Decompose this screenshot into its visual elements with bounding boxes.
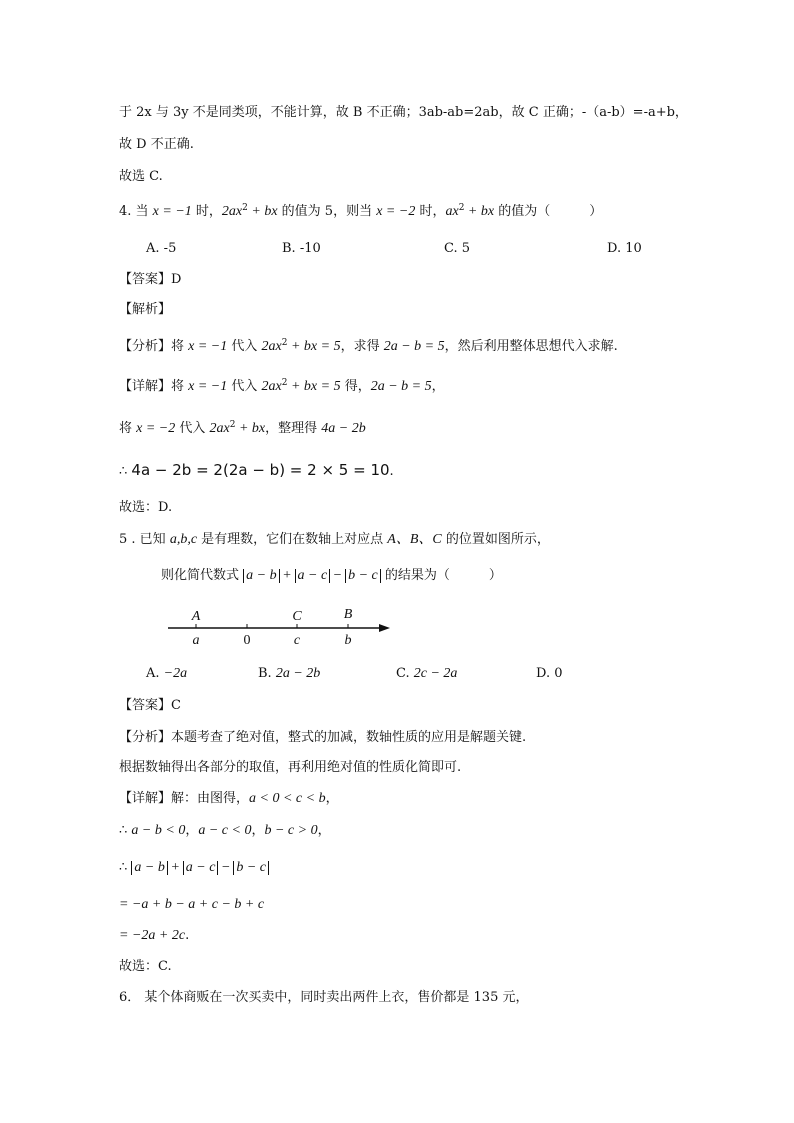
q5-s4-end: . (185, 928, 190, 943)
q4-step2-eq2: + bx (235, 421, 266, 436)
label-point-b: B (343, 607, 353, 622)
q4-t2: 的值为 5，则当 (277, 204, 377, 219)
q5-sub-a: 则化简代数式 (161, 568, 244, 583)
q5-option-b-value: 2a − 2b (275, 666, 321, 681)
q4-fenxi-eq: 2ax (261, 339, 282, 354)
q4-option-c-value: 5 (461, 241, 471, 256)
q4-option-a-value: -5 (163, 241, 177, 256)
q5-s1-therefore: ∴ (119, 823, 128, 838)
q4-step2-x: x = −2 (136, 421, 176, 436)
q4-step3-therefore: ∴ (119, 464, 128, 479)
q4-t1: 时， (191, 204, 222, 219)
q4-expr1b: + bx (247, 204, 278, 219)
q5-option-a (146, 665, 187, 683)
number-line-figure (160, 600, 400, 650)
q5-stem (119, 531, 550, 549)
q5-option-a-label: A. (146, 666, 160, 681)
q5-s1-a: a − b < 0 (131, 823, 186, 838)
q4-cond2: x = −2 (376, 204, 416, 219)
q5-xj-end: ， (325, 791, 339, 806)
q5-s2-abs1: a − b (131, 861, 167, 875)
q5-option-c (396, 665, 457, 683)
q5-pts: A、B、C (387, 532, 442, 547)
number-line-arrow (379, 624, 390, 632)
q5-sub-b: 的结果为（ ） (380, 568, 502, 583)
q4-option-d-label: D. (607, 241, 622, 256)
q4-xj-sq: 2 (281, 378, 288, 388)
q4-t3: 时， (415, 204, 446, 219)
q5-option-d-label: D. (536, 666, 551, 681)
q4-sq1: 2 (242, 203, 248, 213)
q5-s2-therefore: ∴ (119, 860, 128, 875)
label-value-b: b (344, 633, 352, 648)
q4-step2-mid: 代入 (175, 421, 210, 436)
q5-s1-c: b − c > 0 (264, 823, 318, 838)
q4-fenxi (119, 338, 618, 356)
q5-stem-a: 5 . 已知 (119, 532, 170, 547)
intro-line-2: 故 D 不正确. (119, 137, 194, 152)
q4-fenxi-head: 【分析】将 (119, 339, 189, 354)
q5-option-b-label: B. (258, 666, 272, 681)
q4-step2 (119, 420, 366, 438)
q5-option-d (536, 665, 563, 683)
q5-step4 (119, 927, 189, 945)
q5-fenxi: 【分析】本题考查了绝对值，整式的加减，数轴性质的应用是解题关键. (119, 730, 527, 745)
label-value-zero: 0 (243, 633, 251, 648)
q5-answer: 【答案】C (119, 698, 181, 713)
q4-step2-res: 4a − 2b (321, 421, 366, 436)
q5-step1 (119, 822, 331, 840)
q5-xj-ineq: a < 0 < c < b (249, 791, 326, 806)
q4-cond1: x = −1 (152, 204, 192, 219)
q5-option-c-label: C. (396, 666, 410, 681)
q4-analysis-title: 【解析】 (119, 302, 172, 317)
q5-abs2: a − c (295, 569, 331, 583)
q4-option-c-label: C. (444, 241, 458, 256)
q4-choose: 故选：D. (119, 500, 173, 515)
q4-step3-expr: 4a − 2b = 2(2a − b) = 2 × 5 = 10 (131, 461, 390, 479)
q4-expr2b: + bx (464, 204, 495, 219)
q4-fenxi-eq2: + bx = 5 (287, 339, 341, 354)
q4-fenxi-mid: 代入 (227, 339, 262, 354)
q5-step3 (119, 896, 264, 914)
q4-step2-mid2: ，整理得 (265, 421, 322, 436)
q4-fenxi-x: x = −1 (188, 339, 228, 354)
q4-xj-mid: 代入 (227, 379, 262, 394)
q5-option-b (258, 665, 320, 683)
q4-option-b-value: -10 (299, 241, 321, 256)
q5-s1-b: a − c < 0 (198, 823, 252, 838)
q4-stem (119, 203, 602, 221)
intro-choose: 故选 C. (119, 169, 163, 184)
q4-option-d-value: 10 (625, 241, 642, 256)
q5-s1-sep3: ， (317, 823, 331, 838)
q4-option-a-label: A. (146, 241, 160, 256)
q5-s1-sep2: ， (251, 823, 265, 838)
q4-fenxi-sq: 2 (281, 338, 288, 348)
q4-xiangjie (119, 378, 445, 396)
q4-fenxi-tail: ，然后利用整体思想代入求解. (444, 339, 618, 354)
q5-xj-head: 【详解】解：由图得， (119, 791, 250, 806)
q4-xj-eq2: + bx = 5 (287, 379, 341, 394)
q5-s1-sep1: ， (185, 823, 199, 838)
q4-step2-head: 将 (119, 421, 137, 436)
q5-s2-abs2: a − c (183, 861, 219, 875)
q5-abs3: b − c (345, 569, 381, 583)
q4-step3-end: . (389, 464, 394, 479)
q5-xiangjie (119, 790, 339, 808)
q4-xj-mid2: 得， (340, 379, 371, 394)
q5-option-c-value: 2c − 2a (413, 666, 458, 681)
q4-sq2: 2 (458, 203, 465, 213)
q5-step2 (119, 859, 269, 877)
q4-option-b (282, 240, 321, 258)
q5-minus: − (330, 568, 346, 583)
q4-xj-eq: 2ax (261, 379, 282, 394)
q5-vars: a,b,c (169, 532, 198, 547)
q5-s4-expr: = −2a + 2c (119, 928, 186, 943)
q4-fenxi-mid2: ，求得 (340, 339, 384, 354)
q5-s2-minus: − (218, 860, 234, 875)
q5-plus: + (279, 568, 295, 583)
q5-fenxi-2: 根据数轴得出各部分的取值，再利用绝对值的性质化简即可. (119, 760, 462, 775)
q4-t4: 的值为（ ） (494, 204, 603, 219)
q5-s2-plus: + (167, 860, 183, 875)
q4-step2-sq: 2 (229, 420, 236, 430)
q4-step2-eq: 2ax (209, 421, 230, 436)
q5-choose: 故选：C. (119, 959, 172, 974)
q5-s2-abs3: b − c (233, 861, 269, 875)
q5-s3-expr: = −a + b − a + c − b + c (119, 897, 265, 912)
q4-answer: 【答案】D (119, 272, 182, 287)
label-point-c: C (292, 609, 302, 624)
q5-stem-b: 是有理数，它们在数轴上对应点 (197, 532, 388, 547)
q4-fenxi-res: 2a − b = 5 (383, 339, 445, 354)
q4-step3 (119, 461, 394, 481)
q5-stem-c: 的位置如图所示， (441, 532, 550, 547)
q4-xj-tail: ， (431, 379, 445, 394)
q4-option-d (607, 240, 642, 258)
label-point-a: A (191, 609, 201, 624)
q4-expr2: ax (445, 204, 459, 219)
label-value-a: a (192, 633, 200, 648)
q6-stem: 6． 某个体商贩在一次买卖中，同时卖出两件上衣，售价都是 135 元， (119, 990, 529, 1005)
q5-abs1: a − b (243, 569, 279, 583)
q4-stem-prefix: 4. 当 (119, 204, 153, 219)
q4-xj-x: x = −1 (188, 379, 228, 394)
q4-xj-head: 【详解】将 (119, 379, 189, 394)
q4-option-c (444, 240, 470, 258)
q5-option-a-value: −2a (163, 666, 188, 681)
q4-expr1: 2ax (221, 204, 243, 219)
q4-xj-res: 2a − b = 5 (370, 379, 432, 394)
label-value-c: c (293, 633, 301, 648)
q4-option-b-label: B. (282, 241, 296, 256)
q5-option-d-value: 0 (554, 666, 563, 681)
q5-substem (161, 567, 502, 585)
q4-option-a (146, 240, 176, 258)
intro-line-1: 于 2x 与 3y 不是同类项，不能计算，故 B 不正确；3ab-ab=2ab，故 C 正确；-（a-b）=-a+b， (119, 105, 688, 120)
